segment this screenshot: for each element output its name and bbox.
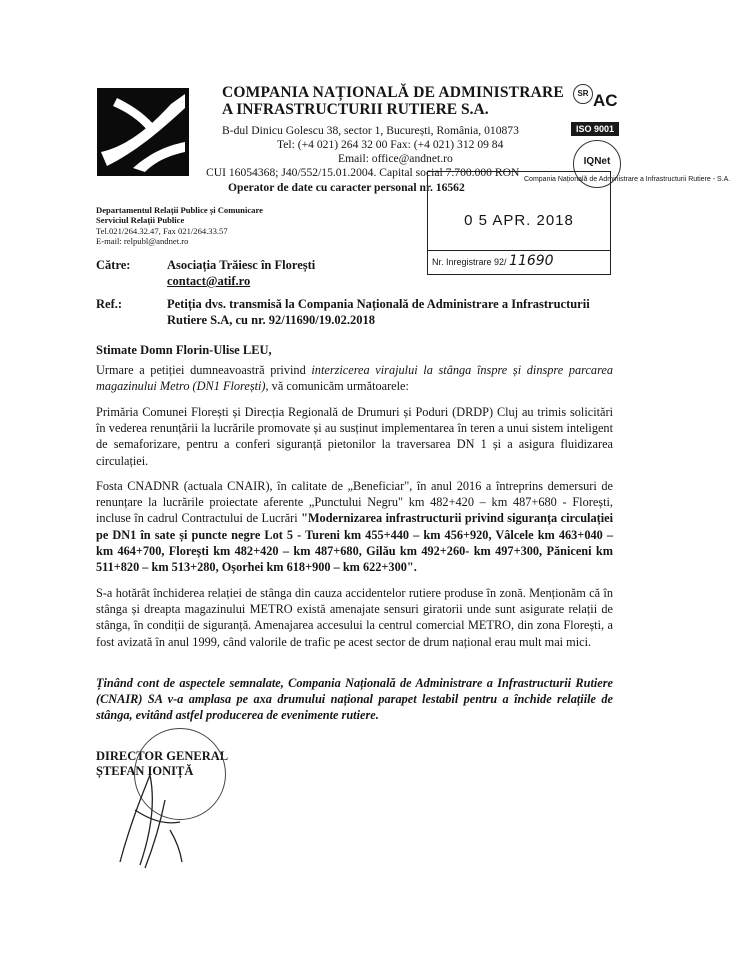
data-operator: Operator de date cu caracter personal nr. 16562 (228, 181, 465, 194)
salutation: Stimate Domn Florin-Ulise LEU, (96, 343, 272, 357)
reference-label: Ref.: (96, 297, 123, 311)
recipient-email[interactable]: contact@atif.ro (167, 274, 251, 288)
paragraph-3-contract: "Modernizarea infrastructurii privind siguranța circulației pe DN1 în sate și puncte negre Lot 5 - Tureni km 455+440 – km 456+920, Vâlcele km 463+040 – km 464+700, Florești km 482+420 – km 487+680, Gilău km 492+260- km 497+300, Păniceni km 511+820 – km 513+280, Oșorhei km 618+900 – km 622+300". (96, 511, 613, 575)
department-service: Serviciul Relații Publice (96, 215, 185, 225)
stamp-registration-label: Nr. Inregistrare 92/ 11690 (432, 253, 554, 269)
handwritten-signature (110, 770, 200, 870)
sr-label: SR (573, 84, 593, 104)
company-email: Email: office@andnet.ro (338, 152, 453, 165)
iqnet-label: IQNet (583, 156, 611, 167)
company-registration: CUI 16054368; J40/552/15.01.2004. Capital social 7.700.000 RON (206, 166, 520, 179)
sr-ac-certification-badge (571, 84, 619, 138)
ac-label: AC (593, 91, 618, 110)
signature-name: ȘTEFAN IONIȚĂ (96, 764, 194, 778)
paragraph-1: Urmare a petiției dumneavoastră privind interzicerea virajului la stânga înspre și dinspre parcarea magazinului Metro (DN1 Florești), vă comunicăm următoarele: (96, 363, 614, 394)
company-logo (97, 88, 189, 176)
paragraph-2: Primăria Comunei Florești și Direcția Regională de Drumuri și Poduri (DRDP) Cluj au trimis solicitări în vederea renunțării la lucrările promovate și au susținut implementarea în teren a unui sistem inteligent de semaforizare, pentru a conferi siguranță pietonilor la traversarea DN 1 și a asigura fluidizarea circulației. (96, 405, 613, 468)
paragraph-5: Ținând cont de aspectele semnalate, Compania Națională de Administrare a Infrastructurii Rutiere (CNAIR) SA v-a amplasa pe axa drumului național parapet lestabil pentru a închide relațiile de stânga, evitând astfel producerea de evenimente rutiere. (96, 676, 613, 723)
iso-label: ISO 9001 (571, 122, 619, 136)
paragraph-1-topic: interzicerea virajului la stânga înspre și dinspre parcarea magazinului Metro (DN1 Florești) (96, 363, 614, 394)
paragraph-3: Fosta CNADNR (actuala CNAIR), în calitate de „Beneficiar", în anul 2016 a întreprins demersuri de renunțare la lucrările proiectate aferente „Punctului Negru" km 482+420 – km 487+680 - Florești, incluse în cadrul Contractului de Lucrări "Modernizarea infrastructurii privind siguranța circulației pe DN1 în sate și puncte negre Lot 5 - Tureni km 455+440 – km 456+920, Vâlcele km 463+040 – km 464+700, Florești km 482+420 – km 487+680, Gilău km 492+260- km 497+300, Păniceni km 511+820 – km 513+280, Oșorhei km 618+900 – km 622+300". (96, 479, 613, 575)
paragraph-4: S-a hotărât închiderea relației de stânga din cauza accidentelor rutiere produse în zonă. Menționăm că în stânga și dreapta magazinului METRO există amenajate sensuri giratorii unde sunt asigurate relații de stânga, în condiții de siguranță. Amenajarea accesului la centrul comercial METRO, din zona Florești, a fost avizată în anul 1999, când valorile de trafic pe acest sector de drum național erau mult mai mici. (96, 586, 613, 649)
signature-title: DIRECTOR GENERAL (96, 749, 229, 763)
recipient-label: Către: (96, 258, 131, 272)
stamp-registration-number: 11690 (509, 253, 554, 269)
reference-line1: Petiția dvs. transmisă la Compania Națională de Administrare a Infrastructurii (167, 297, 590, 311)
company-address: B-dul Dinicu Golescu 38, sector 1, București, România, 010873 (222, 124, 519, 137)
registration-stamp (427, 171, 730, 275)
stamp-divider (428, 250, 610, 251)
company-name-line1: COMPANIA NAȚIONALĂ DE ADMINISTRARE (222, 84, 564, 101)
reference-line2: Rutiere S.A, cu nr. 92/11690/19.02.2018 (167, 313, 375, 327)
company-name-line2: A INFRASTRUCTURII RUTIERE S.A. (222, 101, 489, 118)
department-email: E-mail: relpubl@andnet.ro (96, 236, 189, 246)
company-phone-fax: Tel: (+4 021) 264 32 00 Fax: (+4 021) 312 09 84 (277, 138, 504, 151)
department-phone: Tel.021/264.32.47, Fax 021/264.33.57 (96, 226, 228, 236)
department-name: Departamentul Relații Publice și Comunicare (96, 205, 263, 215)
stamp-date: 0 5 APR. 2018 (464, 212, 574, 229)
recipient-name: Asociația Trăiesc în Florești (167, 258, 316, 272)
stamp-header-text: Compania Națională de Administrare a Infrastructurii Rutiere - S.A. (524, 176, 730, 183)
